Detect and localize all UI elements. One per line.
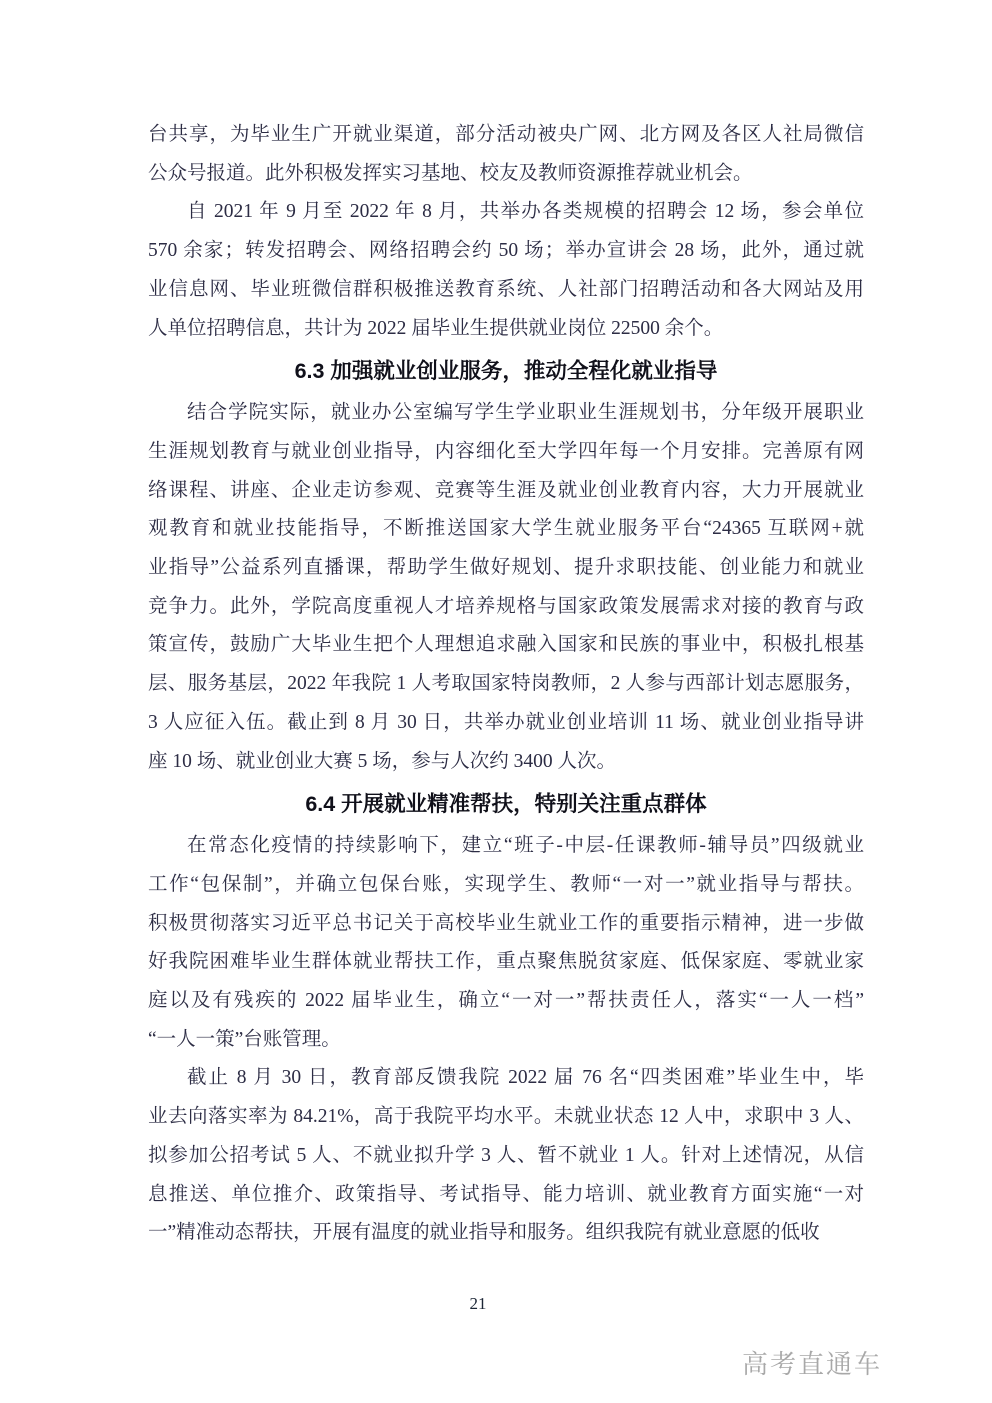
text-line: 策宣传，鼓励广大毕业生把个人理想追求融入国家和民族的事业中，积极扎根基 [148,634,864,656]
section-heading: 6.3 加强就业创业服务，推动全程化就业指导 [294,359,718,384]
watermark: 高考直通车 [741,1349,882,1379]
text-line: 座 10 场、就业创业大赛 5 场，参与人次约 3400 人次。 [148,750,617,772]
text-line: 业去向落实率为 84.21%，高于我院平均水平。未就业状态 12 人中，求职中 3 人、 [148,1106,864,1128]
text-line: 570 余家；转发招聘会、网络招聘会约 50 场；举办宣讲会 28 场，此外，通过就 [148,240,864,262]
text-line: 层、服务基层，2022 年我院 1 人考取国家特岗教师，2 人参与西部计划志愿服务， [148,673,864,695]
text-line: 工作“包保制”，并确立包保台账，实现学生、教师“一对一”就业指导与帮扶。 [148,873,864,895]
paragraph [148,116,864,193]
text-line: 公众号报道。此外积极发挥实习基地、校友及教师资源推荐就业机会。 [148,162,753,184]
text-line: 积极贯彻落实习近平总书记关于高校毕业生就业工作的重要指示精神，进一步做 [148,912,864,934]
page-number: 21 [469,1294,487,1313]
text-line: 好我院困难毕业生群体就业帮扶工作，重点聚焦脱贫家庭、低保家庭、零就业家 [148,951,864,973]
text-line: 人单位招聘信息，共计为 2022 届毕业生提供就业岗位 22500 余个。 [148,317,724,339]
text-line: 3 人应征入伍。截止到 8 月 30 日，共举办就业创业培训 11 场、就业创业指导讲 [148,711,864,733]
text-line: 拟参加公招考试 5 人、不就业拟升学 3 人、暂不就业 1 人。针对上述情况，从信 [148,1144,864,1166]
paragraph [148,827,864,1059]
text-line: 业信息网、毕业班微信群积极推送教育系统、人社部门招聘活动和各大网站及用 [148,278,864,300]
document-body [148,116,864,1253]
text-line: 业指导”公益系列直播课，帮助学生做好规划、提升求职技能、创业能力和就业 [148,557,864,579]
text-line: 观教育和就业技能指导，不断推送国家大学生就业服务平台“24365 互联网+就 [148,518,864,540]
text-line: 络课程、讲座、企业走访参观、竞赛等生涯及就业创业教育内容，大力开展就业 [148,479,864,501]
paragraph [148,193,864,348]
text-line: 息推送、单位推介、政策指导、考试指导、能力培训、就业教育方面实施“一对 [148,1183,864,1205]
paragraph [148,1059,864,1253]
text-line: 台共享，为毕业生广开就业渠道，部分活动被央广网、北方网及各区人社局微信 [148,124,864,145]
section-heading: 6.4 开展就业精准帮扶，特别关注重点群体 [305,792,707,817]
paragraph [148,394,864,781]
text-line: 竞争力。此外，学院高度重视人才培养规格与国家政策发展需求对接的教育与政 [148,595,864,617]
text-line: 在常态化疫情的持续影响下，建立“班子-中层-任课教师-辅导员”四级就业 [187,835,864,857]
text-line: 一”精准动态帮扶，开展有温度的就业指导和服务。组织我院有就业意愿的低收 [148,1222,820,1244]
text-line: “一人一策”台账管理。 [148,1028,341,1050]
text-line: 庭以及有残疾的 2022 届毕业生，确立“一对一”帮扶责任人，落实“一人一档” [148,990,864,1012]
text-line: 自 2021 年 9 月至 2022 年 8 月，共举办各类规模的招聘会 12 场，参会单位 [187,201,864,223]
text-line: 结合学院实际，就业办公室编写学生学业职业生涯规划书，分年级开展职业 [187,402,864,424]
text-line: 截止 8 月 30 日，教育部反馈我院 2022 届 76 名“四类困难”毕业生中，毕 [187,1067,864,1089]
text-line: 生涯规划教育与就业创业指导，内容细化至大学四年每一个月安排。完善原有网 [148,440,864,462]
